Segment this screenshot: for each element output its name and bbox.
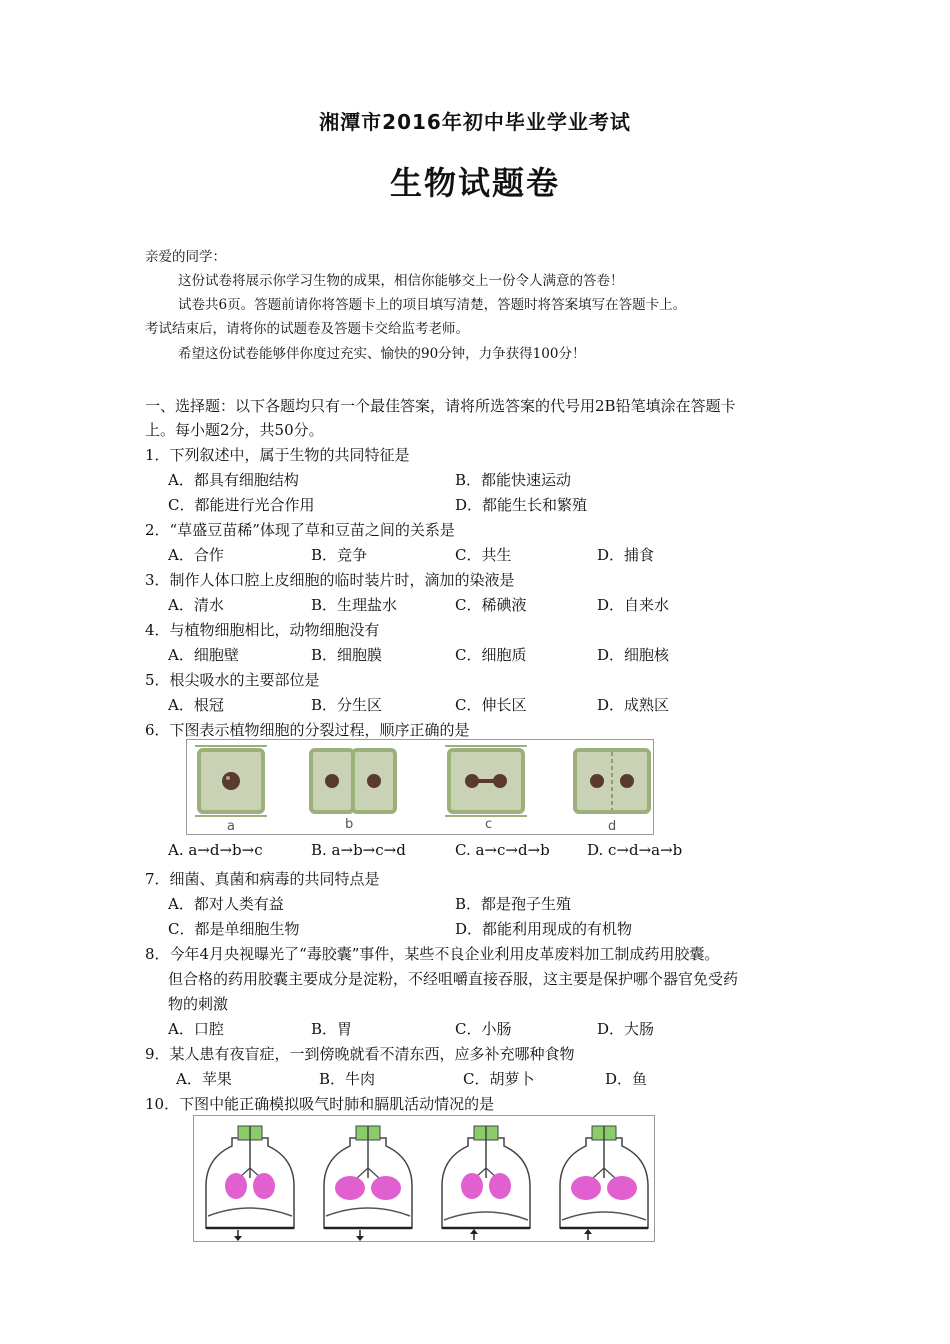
cell-label-c: c [485,817,493,832]
section-instruction-line-2: 上。每小题2分，共50分。 [145,421,324,439]
question-5-option-a: A．根冠 [168,696,224,714]
lung-model-b [324,1126,412,1241]
question-8-stem-line-2: 但合格的药用胶囊主要成分是淀粉，不经咀嚼直接吞服，这主要是保护哪个器官免受药 [168,970,739,988]
question-6-option-a: A. a→d→b→c [168,841,263,859]
question-9-option-b: B．牛肉 [319,1070,376,1088]
exam-subtitle: 湘潭市2016年初中毕业学业考试 [319,110,631,134]
cell-label-a: a [227,819,235,834]
question-3-stem: 3．制作人体口腔上皮细胞的临时装片时，滴加的染液是 [145,571,515,589]
question-1-option-b: B．都能快速运动 [455,471,572,489]
question-1-option-d: D．都能生长和繁殖 [455,496,588,514]
lung-model-figure [193,1115,655,1242]
question-2-option-a: A．合作 [168,546,224,564]
question-4-stem: 4．与植物细胞相比，动物细胞没有 [145,621,380,639]
cell-b [311,750,395,812]
question-6-option-c: C. a→c→d→b [455,841,550,859]
question-3-option-b: B．生理盐水 [311,596,398,614]
question-9-option-d: D．鱼 [605,1070,648,1088]
question-10-stem: 10．下图中能正确模拟吸气时肺和膈肌活动情况的是 [145,1095,495,1113]
question-4-option-b: B．细胞膜 [311,646,383,664]
intro-paragraph-3: 希望这份试卷能够伴你度过充实、愉快的90分钟，力争获得100分！ [178,346,586,362]
question-2-option-d: D．捕食 [597,546,655,564]
cell-division-drawing [187,740,653,834]
question-9-option-a: A．苹果 [176,1070,232,1088]
question-6-option-b: B. a→b→c→d [311,841,406,859]
intro-paragraph-2b: 考试结束后，请将你的试题卷及答题卡交给监考老师。 [145,321,469,337]
question-8-option-b: B．胃 [311,1020,353,1038]
cell-label-b: b [345,817,354,832]
question-8-stem-line-3: 物的刺激 [168,995,229,1013]
lung-model-a [206,1126,294,1241]
cell-a [195,746,267,816]
question-8-option-d: D．大肠 [597,1020,655,1038]
question-9-option-c: C．胡萝卜 [463,1070,535,1088]
lung-model-drawing [194,1116,654,1241]
question-3-option-a: A．清水 [168,596,224,614]
question-5-option-b: B．分生区 [311,696,383,714]
question-1-option-c: C．都能进行光合作用 [168,496,315,514]
question-4-option-c: C．细胞质 [455,646,527,664]
question-5-option-c: C．伸长区 [455,696,527,714]
question-8-option-a: A．口腔 [168,1020,224,1038]
intro-greeting: 亲爱的同学： [145,249,226,265]
question-4-option-d: D．细胞核 [597,646,670,664]
question-7-option-a: A．都对人类有益 [168,895,284,913]
cell-d [575,750,649,812]
intro-paragraph-1: 这份试卷将展示你学习生物的成果，相信你能够交上一份令人满意的答卷！ [178,273,624,289]
question-4-option-a: A．细胞壁 [168,646,239,664]
question-6-stem: 6．下图表示植物细胞的分裂过程，顺序正确的是 [145,721,470,739]
question-3-option-c: C．稀碘液 [455,596,527,614]
cell-c [445,746,527,816]
question-2-stem: 2．“草盛豆苗稀”体现了草和豆苗之间的关系是 [145,521,455,539]
intro-paragraph-2a: 试卷共6页。答题前请你将答题卡上的项目填写清楚，答题时将答案填写在答题卡上。 [178,297,687,313]
cell-label-d: d [608,819,617,834]
question-2-option-c: C．共生 [455,546,512,564]
question-7-option-b: B．都是孢子生殖 [455,895,572,913]
question-7-option-d: D．都能利用现成的有机物 [455,920,633,938]
question-8-option-c: C．小肠 [455,1020,512,1038]
section-instruction-line-1: 一、选择题：以下各题均只有一个最佳答案，请将所选答案的代号用2B铅笔填涂在答题卡 [145,397,736,415]
question-2-option-b: B．竞争 [311,546,368,564]
exam-title: 生物试题卷 [389,164,560,202]
question-6-option-d: D. c→d→a→b [587,841,683,859]
question-1-stem: 1．下列叙述中，属于生物的共同特征是 [145,446,410,464]
question-8-stem-line-1: 8．今年4月央视曝光了“毒胶囊”事件，某些不良企业利用皮革废料加工制成药用胶囊。 [145,945,720,963]
question-1-option-a: A．都具有细胞结构 [168,471,299,489]
lung-model-c [442,1126,530,1240]
question-5-option-d: D．成熟区 [597,696,670,714]
question-7-option-c: C．都是单细胞生物 [168,920,300,938]
question-3-option-d: D．自来水 [597,596,670,614]
cell-division-figure [186,739,654,835]
question-9-stem: 9．某人患有夜盲症，一到傍晚就看不清东西，应多补充哪种食物 [145,1045,575,1063]
lung-model-d [560,1126,648,1240]
question-5-stem: 5．根尖吸水的主要部位是 [145,671,320,689]
question-7-stem: 7．细菌、真菌和病毒的共同特点是 [145,870,380,888]
